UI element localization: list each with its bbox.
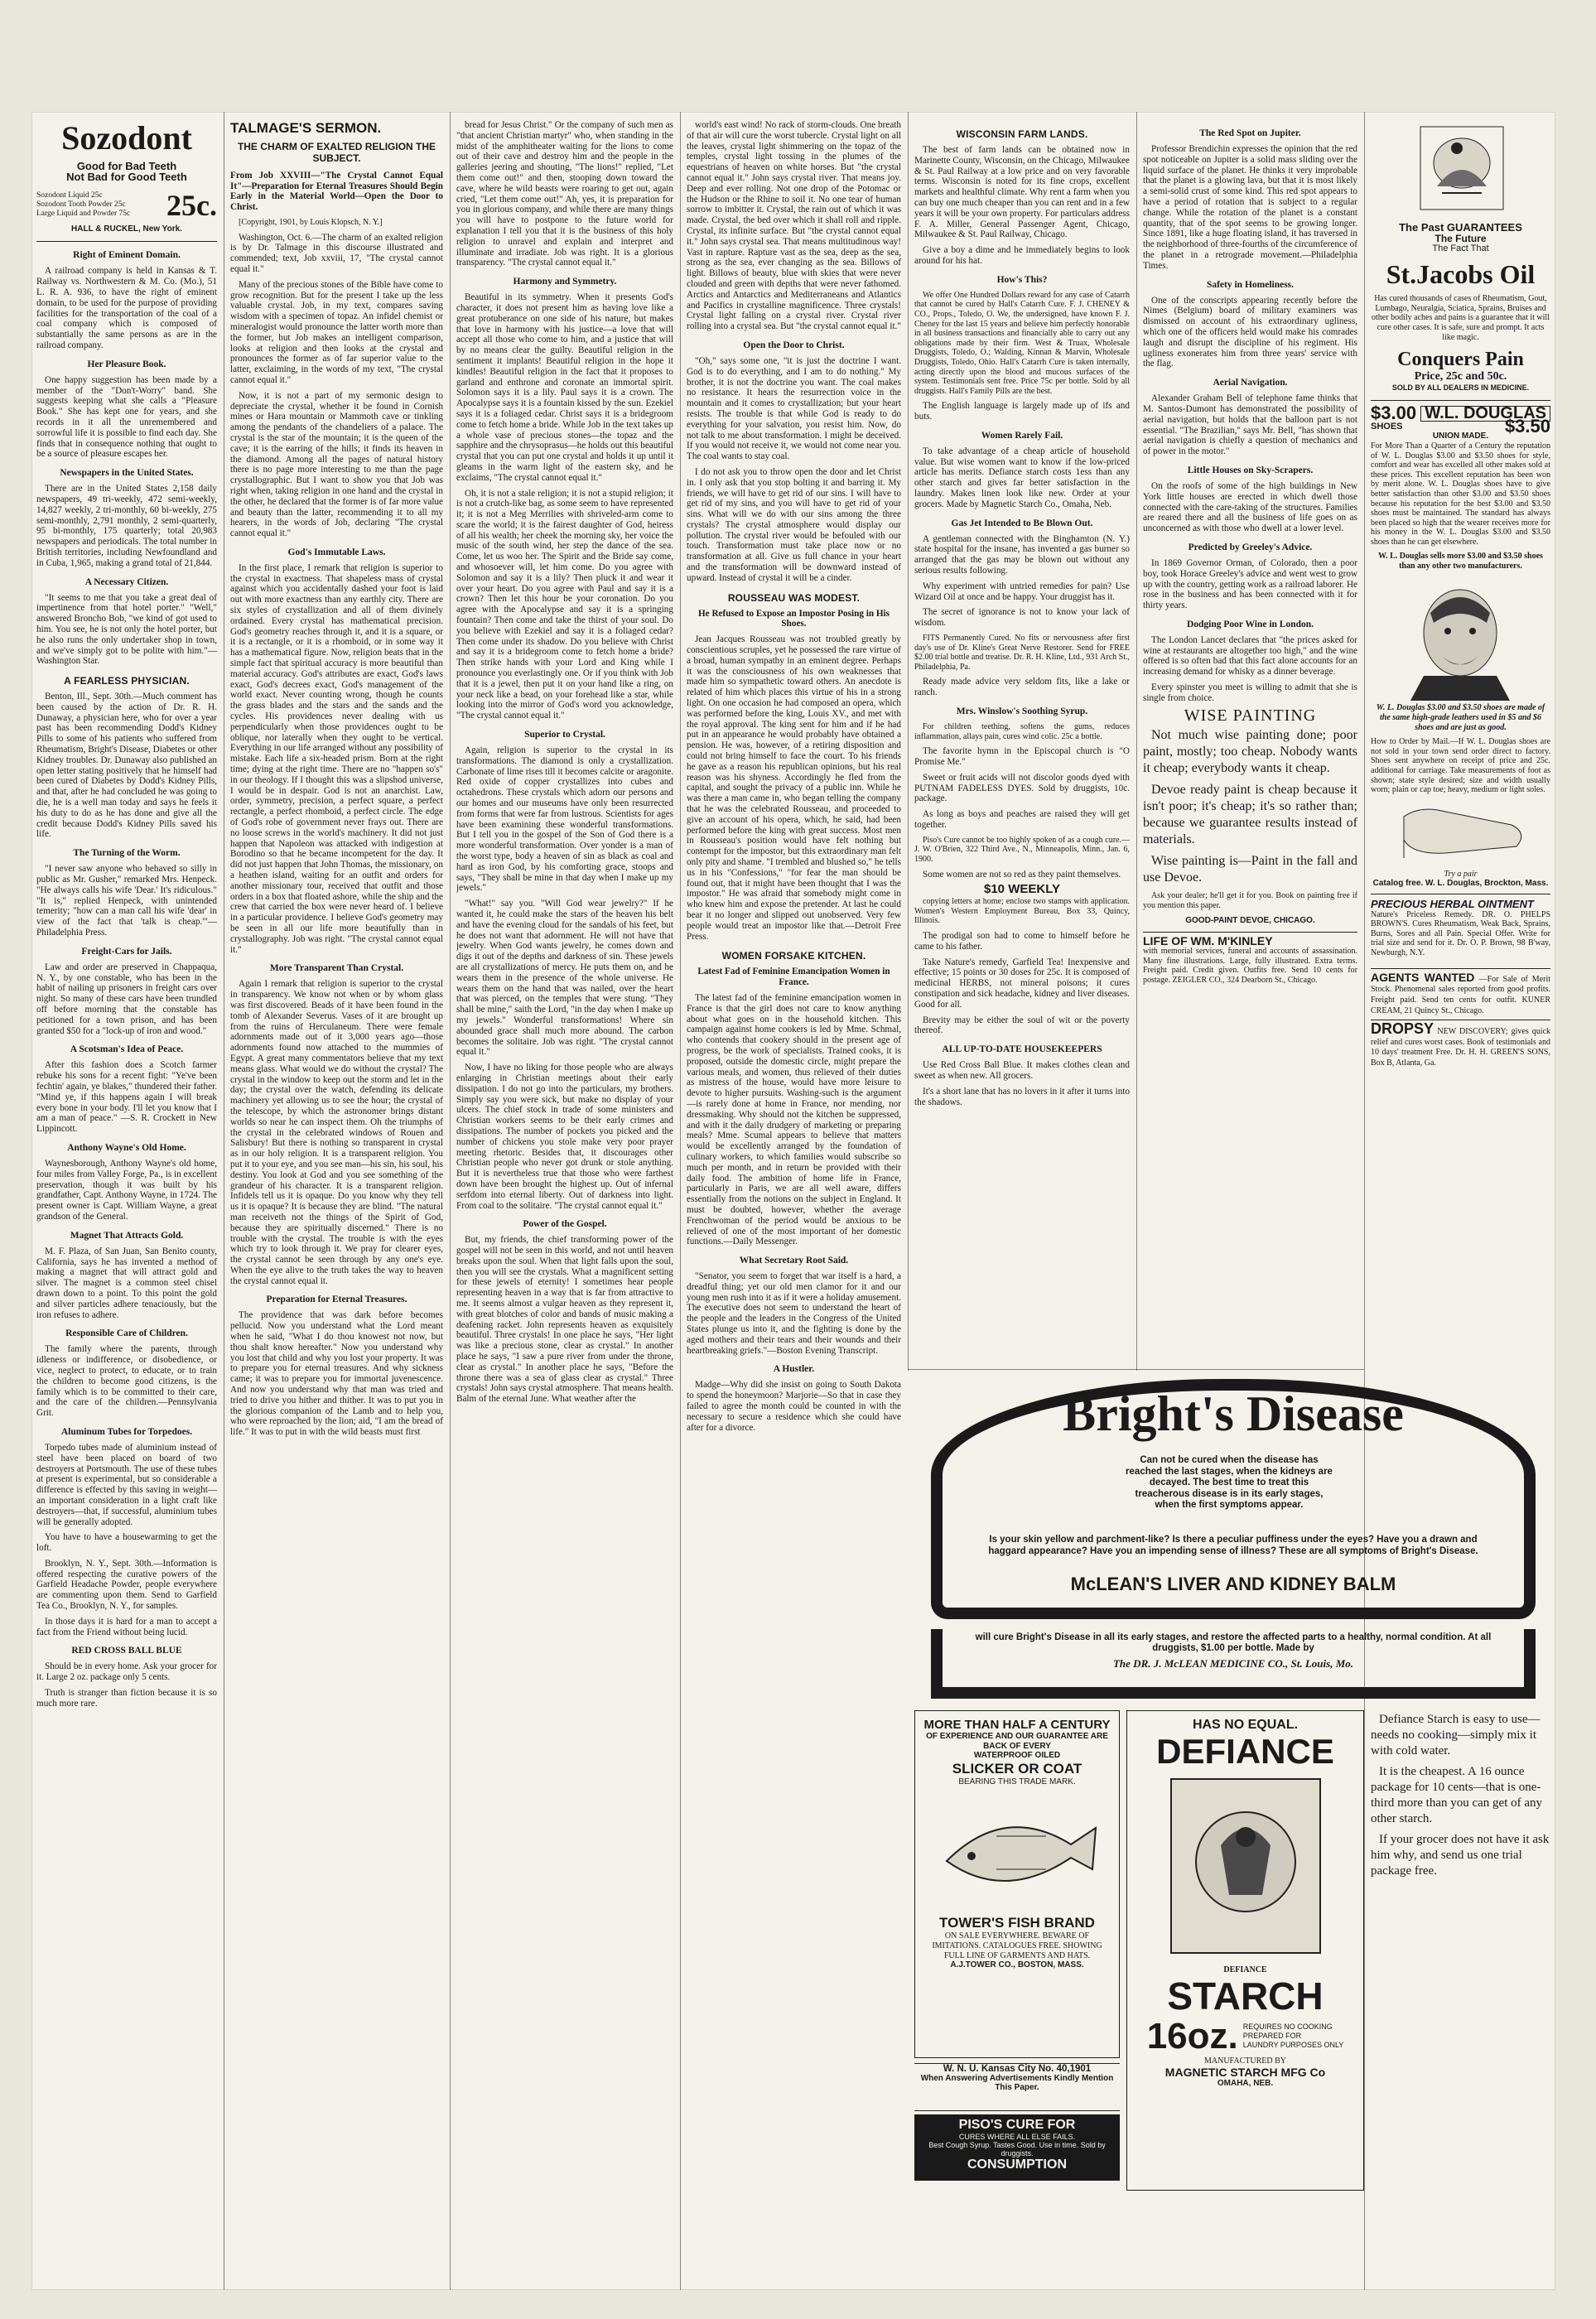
stjacobs-tagline: The Fact That — [1432, 243, 1489, 254]
brights-cure-text: will cure Bright's Disease in all its early stages, and restore the affected parts to a healthy, normal condition. At all druggists, $1.00 per bottle. Made by — [975, 1632, 1492, 1653]
wise-painting-text: Wise painting is—Paint in the fall and use Devoe. — [1143, 854, 1357, 885]
column-rule — [680, 112, 681, 2290]
section-heading: Harmony and Symmetry. — [513, 277, 617, 287]
stjacobs-ad — [1371, 120, 1550, 401]
column-5 — [914, 120, 1130, 1362]
dropsy-title: DROPSY — [1371, 1020, 1434, 1037]
article-text: Some women are not so red as they paint themselves. — [923, 869, 1121, 880]
section-heading: Right of Eminent Domain. — [73, 250, 181, 261]
agents-ad — [1371, 969, 1550, 1020]
column-rule — [450, 112, 451, 2290]
article-text: The best of farm lands can be obtained now in Marinette County, Wisconsin, on the Chicago, Milwaukee & St. Paul Railway at a low price and on very favorable terms. Wisconsin is noted for its fine crops, excellent markets and healthful climate. Why rent a farm when you can buy one much cheaper than you can rent and in a few years it will be your own property. For particulars address F. A. Miller, General Passenger Agent, Chicago, Milwaukee & St. Paul Railway, Chicago. — [914, 145, 1130, 240]
article-text: Every spinster you meet is willing to admit that she is single from choice. — [1143, 682, 1357, 703]
section-heading: Newspapers in the United States. — [60, 468, 194, 479]
article-text: The London Lancet declares that "the prices asked for wine at restaurants are altogether too high," and the wine offered is so often bad that this fact alone accounts for an increasing demand for whisky as a dinner beverage. — [1143, 634, 1357, 677]
article-text: Take Nature's remedy, Garfield Tea! Inexpensive and effective; 15 points or 30 doses for 25c. It is composed of medicinal HERBS, not mineral poisons; it cures constipation and sick headache, kidney and liver diseases. Good for all. — [914, 957, 1130, 1010]
stjacobs-price: Price, 25c and 50c. — [1414, 370, 1507, 383]
article-text: The favorite hymn in the Episcopal church is "O Promise Me." — [914, 746, 1130, 767]
defiance-side-text: Defiance Starch is easy to use—needs no cooking—simply mix it with cold water. — [1371, 1713, 1541, 1757]
piso-line: PISO'S CURE FOR — [958, 2118, 1076, 2132]
wnu-line: W. N. U. Kansas City No. 40,1901 — [943, 2064, 1092, 2074]
douglas-name: W.L. DOUGLAS — [1420, 406, 1550, 422]
article-text: There are in the United States 2,158 daily newspapers, 49 tri-weekly, 472 semi-weekly, 14,827 weekly, 2 tri-monthly, 60 bi-weekly, 275 semi-monthly, 2,791 monthly, 2 semi-quarterly, 95 bi-monthly, 175 quarterly; total 20,983 newspapers and periodicals. The total number in British territories, including Newfoundland and in Cuba, 1,965, making a grand total of 21,844. — [36, 484, 217, 568]
article-text: A gentleman connected with the Binghamton (N. Y.) state hospital for the insane, has invented a gas burner so arranged that the gas may be blown out without any serious results following. — [914, 533, 1130, 576]
article-subhead: Latest Fad of Feminine Emancipation Women in France. — [697, 967, 890, 988]
douglas-caption: W. L. Douglas $3.00 and $3.50 shoes are made of the same high-grade leathers used in $5 and $6 shoes and are just as good. — [1376, 703, 1545, 732]
section-heading: ALL UP-TO-DATE HOUSEKEEPERS — [942, 1044, 1102, 1055]
douglas-price-right: $3.50 — [1504, 415, 1550, 436]
article-text: One happy suggestion has been made by a member of the "Don't-Worry" band. She suggests keeping what she calls a "Pleasure Book." She has kept one for years, and she records in it all the unremembered and sorrowful life it is possible to find each day. She finds that in consequence nothing that ought to be a source of pleasure escapes her. — [36, 374, 217, 460]
herbal-title: PRECIOUS HERBAL OINTMENT — [1371, 897, 1534, 910]
article-headline: ROUSSEAU WAS MODEST. — [727, 591, 861, 604]
defiance-side-text: It is the cheapest. A 16 ounce package for 10 cents—that is one-third more than you can get of any other starch. — [1371, 1765, 1543, 1825]
column-3 — [456, 120, 673, 2282]
dropsy-text: NEW DISCOVERY; gives quick relief and cures worst cases. Book of testimonials and 10 days' treatment Free. Dr. H. H. GREEN'S SONS, Box B, Atlanta, Ga. — [1371, 1026, 1550, 1068]
article-text: Now, it is not a part of my sermonic design to depreciate the crystal, whether it be found in Cornish mines or Hara mountain or Mammoth cave or tinkling among the pendants of the chandeliers of a palace. The crystal is the star of the mountain; it is the queen of the cave; it is the earring of the hills; it finds its heaven in the diamond. Among all the pages of natural history there is no page more interesting to me than the page crystallographic. But I want to show you that Job was right when, taking religion in one hand and the crystal in the other, he declared that the former is of far more value and beauty than the latter, recommending it to all my hearers, in the words of Job, declaring "The crystal cannot equal it." — [230, 390, 443, 539]
section-heading: RED CROSS BALL BLUE — [71, 1646, 182, 1656]
defiance-ad — [1126, 1710, 1364, 2191]
column-4 — [687, 120, 901, 2282]
weekly-ad-title: $10 WEEKLY — [984, 882, 1060, 897]
agents-text: —For Sale of Merit Stock. Phenomenal sales reported from good profits. Freight paid. Send ten cents for outfit. KUNER CREAM, 21 Quincy St., Chicago. — [1371, 974, 1550, 1015]
article-text: world's east wind! No rack of storm-clouds. One breath of that air will cure the worst tubercle. Crystal light on all the leaves, crystal light shimmering on the topaz of the temples, crystal light tossing in the plumes of the equestrians of heaven on white horses. But "the crystal cannot equal it." John says crystal river. That means joy. Deep and ever rolling. Not one drop of the Potomac or the Hudson or the Rhine to soil it. No one tear of human sorrow to imbitter it. Crystal, the rain out of which it was made. Crystal, the bed over which it shall roll and ripple. Crystal, its infinite surface. But "the crystal cannot equal it." John says crystal sea. That means multitudinous way! Vast in rapture. Rapture vast as the sea, deep as the sea, strong as the sea, ever changing as the sea. Billows of light. Billows of beauty, blue with skies that were never clouded and green with depths that were never fathomed. Arctics and Antarctics and Mediterraneans and Atlantics and Pacifics in crystalline magnificence. Three crystals! Crystal light falling on a crystal river. Crystal river rolling into a crystal sea. But "the crystal cannot equal it." — [687, 120, 901, 332]
section-heading: Women Rarely Fail. — [981, 430, 1063, 441]
defiance-req: LAUNDRY PURPOSES ONLY — [1242, 2041, 1344, 2050]
article-text: The English language is largely made up of ifs and buts. — [914, 401, 1130, 422]
wnu-footer — [914, 2063, 1120, 2111]
article-text: Brooklyn, N. Y., Sept. 30th.—Information is offered respecting the curative powers of the Garfield Headache Powder, people everywhere are commenting upon them. Send to Garfield Tea Co., Brooklyn, N. Y., for samples. — [36, 1558, 217, 1612]
sermon-title: TALMAGE'S SERMON. — [230, 120, 382, 136]
article-text: Law and order are preserved in Chappaqua, N. Y., by one constable, who has been in the habit of nailing up prisoners in freight cars over night. So many of these cars have been trundled off before morning that the constable has petitioned for a town prison, and has been granted $50 for a "lock-up of iron and wood." — [36, 962, 217, 1036]
article-text: "Senator, you seem to forget that war itself is a hard, a dreadful thing; yet our old men clamor for it and our young men rush into it as if it were a holiday amusement. The executive does not seem to understand the heart of the people and the leaders in the Congress of the United States plunge us into it, and the fighting is done by the aged mothers and their tears and their wounds and their heartbreaking griefs."—Boston Evening Transcript. — [687, 1271, 901, 1356]
article-text: Give a boy a dime and he immediately begins to look around for his hat. — [914, 245, 1130, 266]
towers-line: WATERPROOF OILED — [973, 1751, 1061, 1761]
foot-measure-icon — [1371, 800, 1550, 866]
defiance-size: 16oz. — [1146, 2015, 1238, 2056]
article-text: You have to have a housewarming to get the loft. — [36, 1532, 217, 1554]
column-7 — [1371, 120, 1550, 1362]
wise-painting-note: Ask your dealer; he'll get it for you. Book on painting free if you mention this paper. — [1143, 891, 1357, 911]
article-text: Truth is stranger than fiction because it is so much more rare. — [36, 1688, 217, 1709]
section-heading: The Red Spot on Jupiter. — [1199, 128, 1301, 138]
douglas-catalog: Catalog free. W. L. Douglas, Brockton, Mass. — [1372, 879, 1549, 889]
piso-line: Best Cough Syrup. Tastes Good. Use in time. Sold by druggists. — [928, 2141, 1106, 2157]
article-text: Torpedo tubes made of aluminium instead of steel have been placed on board of two destroyers at Portsmouth. The use of these tubes at present is experimental, but so considerable a difference is effected by this saving in weight—an important consideration in a light craft like destroyers—that, if successful, aluminium tubes will be generally adopted. — [36, 1442, 217, 1527]
section-heading: Mrs. Winslow's Soothing Syrup. — [956, 706, 1088, 717]
article-text: "It seems to me that you take a great deal of impertinence from that hotel porter." "Well," answered Broncho Bob, "we kind of got used to him. You see, he is not only the hotel porter, but he also runs the only undertaker shop in town, and we've simply got to be polite with him."—Washington Star. — [36, 592, 217, 667]
sozodont-tagline-2: Not Bad for Good Teeth — [66, 170, 187, 183]
sozodont-line: Large Liquid and Powder 75c — [36, 210, 131, 219]
article-text: Waynesborough, Anthony Wayne's old home, four miles from Valley Forge, Pa., is in excellent preservation, though it was built by his grandfather, Capt. Anthony Wayne, in 1724. The present owner is Capt. William Wayne, a great grandson of the General. — [36, 1158, 217, 1222]
article-text: Washington, Oct. 6.—The charm of an exalted religion is by Dr. Talmage in this discourse illustrated and commended; text, Job xxviii, 17, "The crystal cannot equal it." — [230, 232, 443, 274]
article-text: As long as boys and peaches are raised they will get together. — [914, 809, 1130, 830]
section-heading: Aerial Navigation. — [1213, 378, 1288, 388]
stjacobs-conquers: Conquers Pain — [1397, 349, 1524, 371]
sozodont-tagline-1: Good for Bad Teeth — [76, 160, 177, 172]
article-text: Sweet or fruit acids will not discolor goods dyed with PUTNAM FADELESS DYES. Sold by druggists, 10c. package. — [914, 772, 1130, 804]
section-heading: More Transparent Than Crystal. — [269, 963, 404, 974]
towers-maker: A.J.TOWER CO., BOSTON, MASS. — [950, 1960, 1084, 1970]
stjacobs-title: St.Jacobs Oil — [1386, 259, 1536, 290]
section-heading: A Scotsman's Idea of Peace. — [70, 1044, 184, 1055]
column-1 — [36, 120, 217, 2282]
article-text: Benton, Ill., Sept. 30th.—Much comment has been caused by the action of Dr. R. H. Dunaway, a physician here, who for over a year past has been recommending Dodd's Kidney Pills to some of his patients who suffered from Rheumatism, Bright's Disease, Diabetes or other Kidney troubles. Dr. Dunaway also published an open letter stating positively that he himself had been cured of Diabetes by Dodd's Kidney Pills, and that, after he had concluded he was going to die, he is a well man today and says he feels it his duty to do as he has done and give all the credit because Dodd's Kidney Pills saved his life. — [36, 692, 217, 840]
section-heading: Responsible Care of Children. — [65, 1328, 188, 1339]
douglas-ad — [1371, 401, 1550, 894]
douglas-foot-label: Try a pair — [1444, 869, 1478, 879]
article-text: Ready made advice very seldom fits, like a lake or ranch. — [914, 677, 1130, 698]
brights-symptoms: Is your skin yellow and parchment-like? Is there a peculiar puffiness under the eyes? Have you a drawn and haggard appearance? Have you an impending sense of illness? These are all symptoms of Bright's Disease. — [988, 1535, 1478, 1556]
article-text: In 1869 Governor Orman, of Colorado, then a poor boy, took Horace Greeley's advice and went west to grow up with the country, getting work as a railroad laborer. He rose in the business and has been connected with it for thirty years. — [1143, 557, 1357, 611]
sozodont-maker: HALL & RUCKEL, New York. — [71, 224, 182, 234]
towers-brand: TOWER'S FISH BRAND — [939, 1915, 1095, 1931]
section-heading: Predicted by Greeley's Advice. — [1188, 542, 1313, 552]
section-heading: What Secretary Root Said. — [739, 1256, 849, 1266]
article-text: I do not ask you to throw open the door and let Christ in. I only ask that you stop bolting it and barring it. My friends, we will have to get rid of our sins. I will have to get rid of my sins, and you will have to get rid of your sins. What will we do with our sins among the three crystals? The crystal atmosphere would display our pollution. The crystal river would be befouled with our touch. Transformation must take place now or no transformation at all. Give us full chance in your heart and the transformation will be downward instead of upward. Instead of crystal it will be a cinder. — [687, 466, 901, 583]
article-text: A railroad company is held in Kansas & T. Railway vs. Northwestern & M. Co. (Mo.), 51 L. R. A. 936, to have the right of eminent domain, to be used for the purpose of providing facilities for the transportation of the coal of a coal company which is composed of substantially the same persons as are in the railroad company. — [36, 266, 217, 350]
douglas-shoes: SHOES — [1371, 421, 1403, 431]
section-heading: Aluminum Tubes for Torpedoes. — [60, 1426, 193, 1437]
article-text: But, my friends, the chief transforming power of the gospel will not be seen in this world, and not until heaven breaks upon the soul. When that light falls upon the soul, then you will see the crystals. What a magnificent setting for these jewels of eternity! I sometimes hear people representing heaven in a way that is far from attractive to me. It seems almost a vulgar heaven as they represent it, with great blotches of color and bands of music making a deafening racket. John represents heaven as exquisitely beautiful. Three crystals! In one place he says, "Her light was like a precious stone, clear as crystal." In another place he says, "I saw a pure river from under the throne, clear as crystal." In another place he says, "Before the throne there was a sea of glass clear as crystal." Three crystals! John says crystal atmosphere. That means health. Balm of the eternal June. What weather after the — [456, 1235, 673, 1405]
douglas-price-left: $3.00 — [1371, 402, 1417, 423]
section-heading: The Turning of the Worm. — [73, 848, 181, 859]
article-text: Jean Jacques Rousseau was not troubled greatly by conscientious scruples, yet he possessed the rare virtue of a broad, human sympathy in an eminent degree. Perhaps it was the consciousness of his own weaknesses that made him so sympathetic toward others. An anecdote is related of him which places this virtue of his in a strong light. On one occasion he had composed an opera, which was performed before the king, Louis XV., and met with the royal approval. The king sent for him and if he had put in an appearance he would probably have obtained a pension. He was, however, of a retiring disposition and could not bring himself to face the court. To his friends he gave as a reason his republican opinions, but his real reason was his shyness. Accordingly he fled from the capital, and sought the privacy of a public inn. While he was there a man came in, who began telling the company that he was the celebrated Rousseau, and proceeded to give an account of his opera, which, he said, had been performed before the king with great success. Most men in Rousseau's position would have felt nothing but contempt for the impostor, but this extraordinary man felt only pity and shame. "I trembled and blushed so," he tells us in his "Confessions," "for fear the man should be found out, that it might have been thought that I was the impostor." He was afraid that somebody might come in who knew him and expose the pretender. At last he could bear it no longer and slipped out unobserved. Very few people would treat an impostor like that.—Detroit Free Press. — [687, 634, 901, 942]
article-text: Piso's Cure cannot be too highly spoken of as a cough cure.—J. W. O'Brien, 322 Third Ave., N., Minneapolis, Minn., Jan. 6, 1900. — [914, 835, 1130, 864]
section-heading: Anthony Wayne's Old Home. — [67, 1142, 186, 1153]
section-heading: Little Houses on Sky-Scrapers. — [1187, 465, 1314, 475]
ad-rule — [908, 1369, 1364, 1370]
article-text: Again I remark that religion is superior to the crystal in transparency. We know not when or by whom glass was first discovered. Beads of it have been found in the tomb of Alexander Severus. Vases of it are brought up from the ruins of Herculaneum. There were female adornments made out of it 3,000 years ago—those adornments found now attached to the mummies of Egypt. A great many commentators believe that my text means glass. What would we do without the crystal? The crystal in the window to keep out the storm and let in the day; the crystal over the watch, defending its delicate machinery yet allowing us to see the hour; the crystal of the telescope, by which the astronomer brings distant worlds so near he can inspect them. Oh the triumphs of the crystal in the celebrated windows of Rouen and Salisbury! But there is nothing so transparent in crystal as in our holy religion. It is a transparent religion. You put it to your eye, and you see man—his sin, his soul, his destiny. You look at God and you see something of the grandeur of his character. It is a transparent religion. Infidels tell us it is opaque. Do you know why they tell us it is opaque? It is because they are blind. "The natural man receiveth not the things of the Spirit of God, because they are spiritually discerned." There is no trouble with the crystal. The trouble is with the eyes which try to look through it. We pray for clearer eyes, the crystal cannot be seen through by any one's eye. When the eye alive to the truth takes the way to heaven the crystal cannot equal it. — [230, 979, 443, 1286]
article-text: Many of the precious stones of the Bible have come to grow recognition. But for the present I take up the less valuable crystal. Job, in my text, compares saving wisdom with a specimen of topaz. An infidel chemist or mineralogist would pronounce the latter worth more than the former, but Job makes an intelligent comparison, looks at religion and then looks at the crystal and pronounces the former as of far superior value to the latter, exclaiming, in the words of my text, "The crystal cannot equal it." — [230, 279, 443, 385]
brights-maker: The DR. J. McLEAN MEDICINE CO., St. Louis, Mo. — [1112, 1657, 1354, 1670]
agents-title: AGENTS WANTED — [1371, 970, 1475, 984]
article-subhead: He Refused to Expose an Impostor Posing in His Shoes. — [697, 608, 890, 629]
douglas-order: How to Order by Mail.—If W. L. Douglas shoes are not sold in your town send order direct to factory. Shoes sent anywhere on receipt of price and 25c. additional for carriage. Take measurements of foot as shown; state style desired; size and width usually worn; plain or cap toe; heavy, medium or light soles. — [1371, 737, 1550, 795]
article-text: The providence that was dark before becomes pellucid. Now you understand what the Lord meant when he said, "What I do thou knowest not now, but thou shalt know hereafter." Now you understand why you lost that child and why you lost your property. It was to prepare you for eternal treasures. And why sickness came; it was to prepare you for immortal juvenescence. And now you understand why that man was tried and tried to drive you hither and thither. It was to put you in the glorious companion of the Lamb and to help you, who were reproached by the lion; aid, "I am the bread of life." It was to put in with the wild beasts must first — [230, 1310, 443, 1438]
brights-product: McLEAN'S LIVER AND KIDNEY BALM — [1070, 1574, 1396, 1594]
section-heading: Freight-Cars for Jails. — [81, 946, 172, 957]
article-text: The latest fad of the feminine emancipation women in France is that the girl does not care to know anything about what goes on in the household kitchen. This campaign against home cookers is led by Mme. Schmal, who contends that cookery should in the present age of progress, be the work of specialists. Trained cooks, it is proposed, outside the domestic circle, might prepare the various meals, and women, thus relieved of their duties as mistress of the house, would have more leisure to devote to higher pursuits. Washing-such is the argument—is rarely done at home in France, nor mending, nor dressmaking. Why should not the kitchen be suppressed, and with it the daily drudgery of marketing or preparing meals? Mme. Scumal appears to believe that matters would be excellently arranged by the foundation of culinary workers, to which families would subscribe so much per month, and in return be provided with their daily food. The ambition of home life in France, particularly in Paris, we are all well aware, differs essentially from the notions on the subject in England. It must be doubted, however, whether the average Frenchwoman of the period would be anxious to be relieved of one of the most important of her domestic functions.—Daily Messenger. — [687, 992, 901, 1247]
article-text: Professor Brendichin expresses the opinion that the red spot noticeable on Jupiter is a solid mass sliding over the liquid surface of the planet. He thinks it very improbable that the planet is a glowing lava, but that it is most likely a semi-solid crust of some kind. This red spot appears to have a period of rotation that is subject to a regular change. While the rotation of the planet is a constant quantity, that of the spot seems to be growing longer. Since 1891, like a huge floating island, it has traversed in the neighborhood of three-fourths of the circumference of the planet in a retrograde movement.—Philadelphia Times. — [1143, 144, 1357, 271]
column-6 — [1143, 120, 1357, 1362]
article-text: Beautiful in its symmetry. When it presents God's character, it does not present him as having love like a great protuberance on one side of his nature, but makes that love in harmony with his justice—a love that will accept all those who come to him, and a justice that will by no means clear the guilty. Beautiful religion in the sentiment it implants! Beautiful religion in the hope it kindles! Beautiful religion in the fact that it proposes to garland and enthrone and coronate an immortal spirit. Solomon says it is a lily. Paul says it is a crown. The Apocalypse says it is a fountain kissed by the sun. Ezekiel says it is a foliaged cedar. Christ says it is a bridegroom come to fetch home a bride. While Job in the text takes up a whole vase of precious stones—the topaz and the sapphire and the chrysoprasus—he holds out this beautiful crystal that you can put one crystal and holds it up until it gleams in the warm light of the eastern sky, and he exclaims, "The crystal cannot equal it." — [456, 292, 673, 483]
article-text: copying letters at home; enclose two stamps with application. Women's Western Employment Bureau, Box 33, Quincy, Illinois. — [914, 897, 1130, 926]
mckinley-ad-title: LIFE OF WM. M'KINLEY — [1143, 934, 1273, 948]
section-heading: God's Immutable Laws. — [287, 547, 386, 557]
brights-title: Bright's Disease — [1063, 1386, 1404, 1441]
defiance-package-label: DEFIANCE — [1223, 1965, 1267, 1974]
article-text: The prodigal son had to come to himself before he came to his father. — [914, 930, 1130, 952]
section-heading: Magnet That Attracts Gold. — [70, 1230, 184, 1241]
piso-line: CONSUMPTION — [967, 2157, 1067, 2172]
article-headline: A FEARLESS PHYSICIAN. — [64, 675, 190, 687]
article-text: We offer One Hundred Dollars reward for any case of Catarrh that cannot be cured by Hall's Catarrh Cure. F. J. CHENEY & CO., Props., Toledo, O. We, the undersigned, have known F. J. Cheney for the last 15 years and believe him perfectly honorable in all business transactions and financially able to carry out any obligations made by their firm. West & Truax, Wholesale Druggists, Toledo, O.; Walding, Kinnan & Marvin, Wholesale Druggists, Toledo, Ohio. Hall's Catarrh Cure is taken internally, acting directly upon the blood and mucous surfaces of the system. Testimonials sent free. Price 75c per bottle. Sold by all druggists. Hall's Family Pills are the best. — [914, 290, 1130, 396]
douglas-sold: W. L. Douglas sells more $3.00 and $3.50 shoes than any other two manufacturers. — [1378, 552, 1543, 571]
newspaper-page — [31, 112, 1555, 2290]
douglas-text: For More Than a Quarter of a Century the reputation of W. L. Douglas $3.00 and $3.50 shoes for style, comfort and wear has excelled all other makes sold at these prices. This excellent reputation has been won by merit alone. W. L. Douglas shoes have to give better satisfaction than other $3.00 and $3.50 shoes because his reputation for the best $3.00 and $3.50 shoes must be maintained. The standard has always been placed so high that the wearer receives more for his money in the W. L. Douglas $3.00 and $3.50 shoes than he can get elsewhere. — [1371, 441, 1550, 547]
piso-ad — [914, 2114, 1120, 2181]
sozodont-price: 25c. — [166, 188, 217, 222]
wise-painting-text: Devoe ready paint is cheap because it isn't poor; it's cheap; it's so rather than; because we guarantee results instead of materials. — [1143, 783, 1357, 847]
section-heading: How's This? — [996, 274, 1048, 285]
herbal-ad — [1371, 894, 1550, 969]
article-text: "What!" say you. "Will God wear jewelry?" If he wanted it, he could make the stars of the heaven his belt and have the evening cloud for the sandals of his feet, but he does not want that adornment. He will not have that jewelry. When God wants jewelry, he comes down and digs it out of the depths and darkness of sin. These jewels are all crystallizations of mercy. He puts them on, and he wears them in the presence of the whole universe. He wears them on the hand that was nailed, over the heart that was pierced, on the temples that were stung. "They shall be mine," saith the Lord, "in the day when I make up my jewels." Wonderful transformations! Where sin abounded grace shall much more abound. The carbon becomes the solitaire. Job was right. "The crystal cannot equal it." — [456, 899, 673, 1058]
article-text: Alexander Graham Bell of telephone fame thinks that M. Santos-Dumont has demonstrated the possibility of aerial navigation, but holds that the balloon part is not essential. "The Brazilian," says Mr. Bell, "has shown that aerial navigation is chiefly a question of mechanics and of power in the motor." — [1143, 393, 1357, 457]
article-text: Brevity may be either the soul of wit or the poverty thereof. — [914, 1015, 1130, 1036]
column-rule — [908, 112, 909, 1371]
towers-line: MORE THAN HALF A CENTURY — [923, 1718, 1111, 1732]
article-text: Use Red Cross Ball Blue. It makes clothes clean and sweet as when new. All grocers. — [914, 1060, 1130, 1081]
defiance-req: PREPARED FOR — [1242, 2032, 1302, 2041]
towers-line: ON SALE EVERYWHERE. BEWARE OF IMITATIONS. CATALOGUES FREE. SHOWING FULL LINE OF GARMENTS AND HATS. — [932, 1931, 1102, 1960]
brights-text: Can not be cured when the disease has reached the last stages, when the kidneys are decayed. The best time to treat this treacherous disease is in its early stages, when the first symptoms appear. — [1126, 1455, 1333, 1510]
sozodont-ad — [36, 120, 217, 242]
herbal-text: Nature's Priceless Remedy. DR. O. PHELPS BROWN'S. Cures Rheumatism, Weak Back, Sprains, Burns, Sores and all Pain. Special Offer. Write for trial size and send for it. Dr. O. P. Brown, 98 B'way, Newburgh, N.Y. — [1371, 909, 1550, 957]
article-headline: WOMEN FORSAKE KITCHEN. — [721, 950, 866, 962]
section-heading: Dodging Poor Wine in London. — [1186, 619, 1314, 629]
article-text: In the first place, I remark that religion is superior to the crystal in exactness. That shapeless mass of crystal against which you accidentally dashed your foot is laid out with more exactness than any earthly city. There are six styles of crystallization and all of them divinely ordained. Every crystal has mathematical precision. God's geometry reaches through it, and it is a square, or it is a rectangle, or it is a rhomboid, or in some way it has a mathematical figure. Now, religion beats that in the simple fact that spiritual accuracy is more beautiful than material accuracy. God's attributes are exact, God's laws exact, God's decrees exact, God's management of the world exact. Never counting wrong, though he counts the grass blades and the stars and the sands and the cycles. His providences never dealing with us perpendicularly when those providences ought to be oblique, nor laterally when they ought to be vertical. Everything in our life arranged without any possibility of mistake. Each life a six-headed prism. Born at the right time; dying at the right time. There are no "happen so's" in our theology. If I thought this was a slipshod universe, I would be in despair. God is not an anarchist. Law, order, symmetry, precision, a perfect square, a perfect rectangle, a perfect rhomboid, a perfect circle. The edge of God's robe of government never frays out. There are no loose screws in the world's machinery. It did not just happen that Napoleon was attacked with indigestion at Borodino so that he became incompetent for the day. It did not just happen that John Thomas, the missionary, on a heathen island, waiting for an outfit and orders for another missionary tour, received that outfit and those orders in a box that floated ashore, while the ship and the crew that carried the box were never heard of. I believe in a particular providence. I believe God's geometry may be seen in all our life more beautifully than in crystallography. Job was right. "The crystal cannot equal it." — [230, 562, 443, 955]
defiance-city: OMAHA, NEB. — [1217, 2079, 1274, 2089]
section-heading: Preparation for Eternal Treasures. — [266, 1294, 407, 1305]
towers-line: OF EXPERIENCE AND OUR GUARANTEE ARE BACK OF EVERY — [926, 1732, 1108, 1751]
piso-line: CURES WHERE ALL ELSE FAILS. — [958, 2133, 1076, 2141]
sermon-subtitle: THE CHARM OF EXALTED RELIGION THE SUBJECT. — [237, 140, 436, 164]
column-rule — [1136, 112, 1137, 1371]
wise-painting-title: WISE PAINTING — [1184, 706, 1317, 725]
wnu-line: When Answering Advertisements Kindly Mention This Paper. — [920, 2074, 1114, 2092]
article-text: It's a short lane that has no lovers in it after it turns into the shadows. — [914, 1086, 1130, 1107]
defiance-req: REQUIRES NO COOKING — [1242, 2022, 1333, 2032]
article-text: "I never saw anyone who behaved so silly in public as Mr. Gusher," remarked Mrs. Henpeck. "He always calls his wife 'Dear.' It's ridiculous." "It is," replied Henpeck, with unintended temerity; "how can a man call his wife 'dear' in view of the fact that 'talk is cheap.'"—Philadelphia Press. — [36, 864, 217, 938]
section-heading: Power of the Gospel. — [523, 1219, 607, 1230]
article-text: For children teething, softens the gums, reduces inflammation, allays pain, cures wind colic. 25c a bottle. — [914, 722, 1130, 741]
towers-line: BEARING THIS TRADE MARK. — [958, 1777, 1076, 1786]
article-text: On the roofs of some of the high buildings in New York little houses are erected in which dwell those connected with the care-taking of the structures. Families are reared there and all the business of life goes on as unconcerned as with those who dwell at a lower level. — [1143, 480, 1357, 534]
article-text: To take advantage of a cheap article of household value. But wise women want to know if the low-priced article has merits. Defiance starch costs 1ess than any other starch and gives far better satisfaction in the laundry. Makes linen look like new. Order at your grocers. Made by Magnetic Starch Co., Omaha, Neb. — [914, 446, 1130, 509]
defiance-side-text: If your grocer does not have it ask him why, and send us one trial package free. — [1371, 1833, 1550, 1878]
section-heading: Superior to Crystal. — [524, 730, 605, 740]
section-heading: A Necessary Citizen. — [84, 576, 169, 587]
stjacobs-text: Has cured thousands of cases of Rheumatism, Gout, Lumbago, Neuralgia, Sciatica, Sprains, Bruises and other bodily aches and pains is a guarantee that it will cure other cases. It is safe, sure and prompt. It acts like magic. — [1372, 294, 1550, 342]
devoe-maker: GOOD-PAINT DEVOE, CHICAGO. — [1185, 915, 1315, 925]
section-heading: Open the Door to Christ. — [743, 340, 845, 350]
sozodont-line: Sozodont Liquid 25c — [36, 191, 103, 200]
column-rule — [1364, 112, 1365, 2290]
article-text: In those days it is hard for a man to accept a fact from the Friend without being lucid. — [36, 1616, 217, 1637]
sermon-epigraph: From Job XXVIII—"The Crystal Cannot Equal It"—Preparation for Eternal Treasures Should Begin Early in the Material World—Open the Door to Christ. — [230, 170, 443, 213]
article-text: bread for Jesus Christ." Or the company of such men as "that ancient Christian martyr" who, when standing in the midst of the amphitheater waiting for the lions to come out of their cave and destroy him and the people in the galleries jeering and shouting, "The lions!" replied, "Let them come out!" and then, stooping down toward the cave, where he wild beasts were roaring to get out, again cried, "Let them come out!" Ah, yes, it is preparation for you in glorious company, and while there are many things you will have to postpone to the future world for explanation I tell you that it is the business of this holy religion to unravel and explain and interpret and illuminate and irradiate. Job was right. It is a glorious transparency. "The crystal cannot equal it." — [456, 120, 673, 268]
article-text: FITS Permanently Cured. No fits or nervousness after first day's use of Dr. Kline's Great Nerve Restorer. Send for FREE $2.00 trial bottle and treatise. Dr. R. H. Kline, Ltd., 931 Arch St., Philadelphia, Pa. — [914, 634, 1130, 672]
brights-disease-ad — [914, 1379, 1552, 1627]
defiance-maker-top: MANUFACTURED BY — [1204, 2056, 1286, 2066]
fish-trademark-icon — [922, 1786, 1112, 1911]
section-heading: Gas Jet Intended to Be Blown Out. — [951, 518, 1093, 528]
dropsy-ad — [1371, 1020, 1550, 1072]
article-text: Should be in every home. Ask your grocer for it. Large 2 oz. package only 5 cents. — [36, 1661, 217, 1683]
article-text: Again, religion is superior to the crystal in its transformations. The diamond is only a crystallization. Carbonate of lime rises till it becomes calcite or aragonite. Red oxide of copper crystallizes into cubes and octahedrons. These crystals which adorn our persons and our homes and our museums have only been resurrected from forms that were far from lustrous. Scientists for ages have been examining these wonderful transformations. But I tell you in the gospel of the Son of God there is a more wonderful transformation. Over yonder is a man of the worst type, body a heaven of sin as black as coal and hard as iron God, by his comforting grace, stoops and says, "They shall be mine in that day when I make up my jewels." — [456, 745, 673, 894]
towers-ad — [914, 1710, 1120, 2058]
sermon-copyright: [Copyright, 1901, by Louis Klopsch, N. Y.] — [239, 217, 383, 227]
wise-painting-text: Not much wise painting done; poor paint, mostly; too cheap. Nobody wants it cheap; everybody wants it cheap. — [1143, 728, 1357, 776]
article-text: Why experiment with untried remedies for pain? Use Wizard Oil at once and be happy. Your druggist has it. — [914, 581, 1130, 602]
douglas-union: UNION MADE. — [1432, 431, 1489, 441]
defiance-top: HAS NO EQUAL. — [1192, 1718, 1299, 1732]
article-text: The family where the parents, through idleness or indifference, or disobedience, or vice, neglect to protect, to educate, or to train the children to become good citizens, is the family which is to be committed to their care, and the care of the children.—Pennsylvania Grit. — [36, 1344, 217, 1419]
column-2 — [230, 120, 443, 2282]
section-heading: Safety in Homeliness. — [1206, 279, 1295, 290]
towers-line: SLICKER OR COAT — [952, 1760, 1082, 1777]
article-text: The secret of ignorance is not to know your lack of wisdom. — [914, 607, 1130, 629]
section-heading: A Hustler. — [773, 1364, 815, 1375]
defiance-side-column — [1371, 1712, 1550, 2189]
stjacobs-tagline: The Past GUARANTEES — [1399, 220, 1522, 234]
horse-rider-trademark-icon — [1371, 120, 1550, 219]
article-headline: WISCONSIN FARM LANDS. — [956, 128, 1088, 140]
sozodont-line: Sozodont Tooth Powder 25c — [36, 200, 126, 210]
article-text: M. F. Plaza, of San Juan, San Benito county, California, says he has invented a method of making a magnet that will attract gold and silver. The magnet is a common steel chisel drawn down to a point. To this point the gold and silver particles adhere tenaciously, but the iron refuses to adhere. — [36, 1246, 217, 1320]
article-text: One of the conscripts appearing recently before the Nimes (Belgium) board of military examiners was dismissed on account of his extraordinary ugliness, which one of the officers held would make his comrades laugh and disrupt the discipline of his regiment. His ugliness exonerates him from three years' service with the flag. — [1143, 295, 1357, 369]
stjacobs-sold: SOLD BY ALL DEALERS IN MEDICINE. — [1391, 383, 1530, 392]
article-text: Madge—Why did she insist on going to South Dakota to spend the honeymoon? Marjorie—So that in case they failed to agree the month could be counted in with the necessary to secure a residence which she could have after for a divorce. — [687, 1380, 901, 1433]
article-text: "Oh," says some one, "it is just the doctrine I want. God is to do everything, and I am to do nothing." My brother, it is not the doctrine you want. The coal makes no resistance. It hears the resurrection voice in the mountain and it comes to crystallization; but your heart resists. The trouble is that while God is ready to do everything for your salvation, you resist him. Now, do not talk to me about transformation. I might be deceived. If you would not receive it, we would not come near you. The coal wants to stay coal. — [687, 355, 901, 462]
douglas-portrait-icon — [1371, 576, 1550, 701]
article-text: Now, I have no liking for those people who are always enlarging in Christian meetings about their early dissipation. I do not go into the particulars, my brothers. Simply say you were sick, but make no display of your ulcers. The chief stock in trade of some ministers and Christian workers seems to be their early crimes and dissipations. The number of pockets you picked and the number of chickens you stole make very poor prayer meeting rhetoric. Besides that, it discourages other Christian people who never got drunk or stole anything. But it is nevertheless true that those who were farthest down have been brought the highest up. Out of infernal serfdom into eternal liberty. Out of darkness into light. From coal to the solitaire. "The crystal cannot equal it." — [456, 1063, 673, 1211]
stjacobs-tagline: The Future — [1434, 232, 1487, 244]
starch-package-icon — [1138, 1771, 1353, 1961]
defiance-maker: MAGNETIC STARCH MFG Co — [1164, 2066, 1326, 2080]
brights-disease-ad-footer — [931, 1629, 1536, 1699]
mckinley-ad-text: with memorial services, funeral and accounts of assassination. Many fine illustrations. Large, fully illustrated. Extra terms. Freight paid. Credit given. Outfits free. Send 10 cents for postage. ZEIGLER CO., 324 Dearborn St., Chicago. — [1143, 947, 1357, 985]
article-text: Oh, it is not a stale religion; it is not a stupid religion; it is not a crutch-like bag, as some seem to have represented it; it is not a Meg Merrilies with shriveled-arm come to scare the world; it is the fairest daughter of God, heiress of all his wealth; her cheek the morning sky, her voice the music of the south wind, her step the dance of the sea. Come, let us woo her. The Spirit and the Bride say come, and whosoever will, let him come. Do you agree with Solomon and say it is a lily? Then pluck it and wear it over your heart. Do you agree with Paul and say it is a crown? Then let this hour be your coronation. Do you agree with the Apocalypse and say it is a springing fountain? Then come and take the thirst of your soul. Do you believe with Ezekiel and say it is a foliaged cedar? Then come under its shadow. Do you believe with Christ and say it is a bridegroom come to fetch home a bride? Then strike hands with your Lord and King while I pronounce you everlastingly one. Or if you think with Job that it is a jewel, then put it on your hand like a ring, on your neck like a bead, on your forehead like a star, while looking into the mirror of God's word you acknowledge, "The crystal cannot equal it." — [456, 488, 673, 721]
defiance-name: DEFIANCE — [1156, 1732, 1334, 1771]
article-text: After this fashion does a Scotch farmer rebuke his sons for a recent fight: "Ye've been fechtin' again, ye blakes," thundered their father. "Mind ye, if this happens again I will break every bone in your body. I'll let you know that I am a man of peace." —S. R. Crockett in New Lippincott. — [36, 1060, 217, 1135]
sozodont-title: Sozodont — [61, 120, 192, 157]
section-heading: Her Pleasure Book. — [87, 359, 166, 369]
defiance-starch: STARCH — [1167, 1974, 1324, 2018]
